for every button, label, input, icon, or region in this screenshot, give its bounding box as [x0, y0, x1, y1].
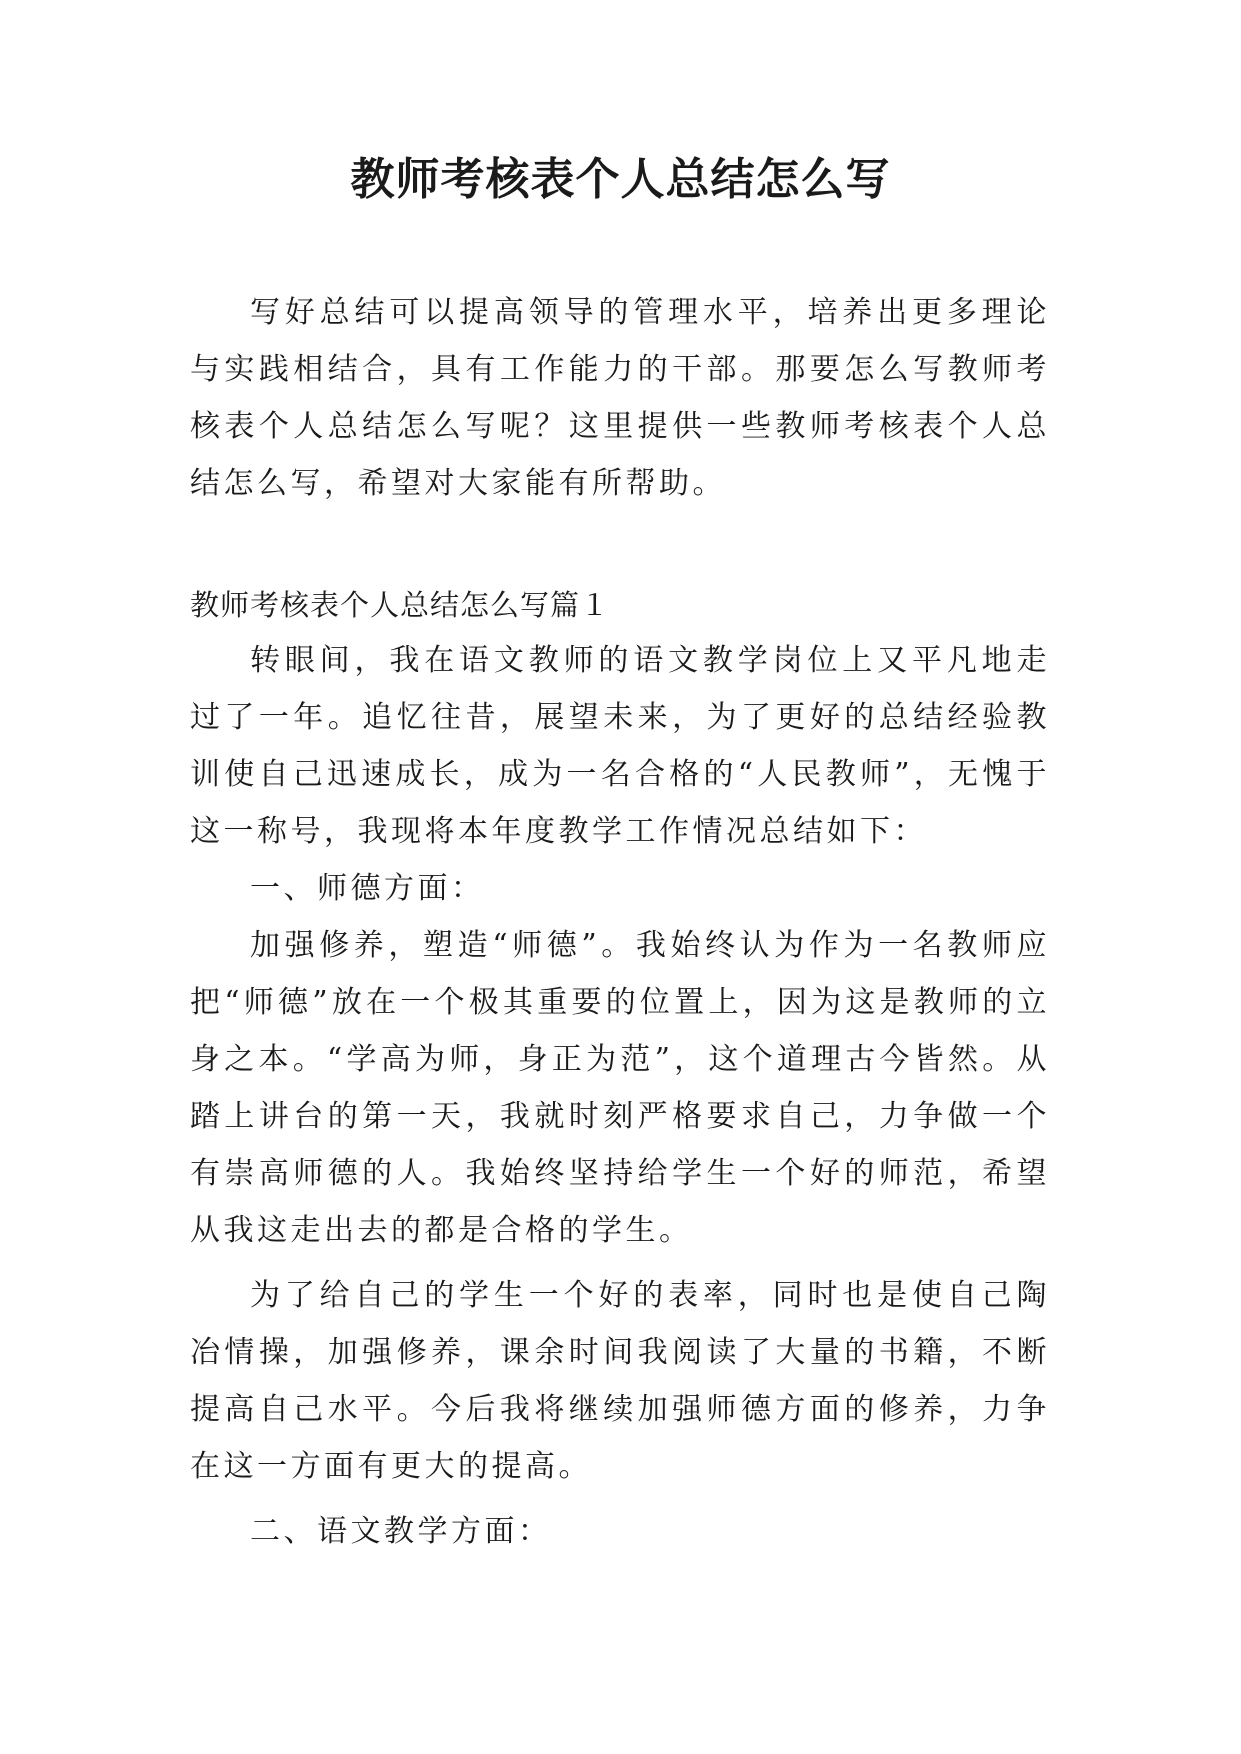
document-title: 教师考核表个人总结怎么写	[350, 154, 891, 205]
section-content	[190, 632, 1050, 1560]
paragraph-1: 转眼间，我在语文教师的语文教学岗位上又平凡地走过了一年。追忆往昔，展望未来，为了更好的总结经验教训使自己迅速成长，成为一名合格的“人民教师”，无愧于这一称号，我现将本年度教学工作情况总结如下：	[190, 643, 1050, 849]
intro-paragraph	[190, 284, 1050, 512]
section-heading: 教师考核表个人总结怎么写篇１	[190, 588, 611, 622]
subheading-ethics: 一、师德方面：	[250, 871, 485, 906]
subheading-chinese-teaching: 二、语文教学方面：	[250, 1514, 552, 1549]
intro-text: 写好总结可以提高领导的管理水平，培养出更多理论与实践相结合，具有工作能力的干部。那要怎么写教师考核表个人总结怎么写呢？这里提供一些教师考核表个人总结怎么写，希望对大家能有所帮助。	[190, 295, 1050, 501]
paragraph-2: 加强修养，塑造“师德”。我始终认为作为一名教师应把“师德”放在一个极其重要的位置上，因为这是教师的立身之本。“学高为师，身正为范”，这个道理古今皆然。从踏上讲台的第一天，我就时刻严格要求自己，力争做一个有崇高师德的人。我始终坚持给学生一个好的师范，希望从我这走出去的都是合格的学生。	[190, 928, 1050, 1248]
paragraph-3: 为了给自己的学生一个好的表率，同时也是使自己陶冶情操，加强修养，课余时间我阅读了大量的书籍，不断提高自己水平。今后我将继续加强师德方面的修养，力争在这一方面有更大的提高。	[190, 1278, 1050, 1484]
